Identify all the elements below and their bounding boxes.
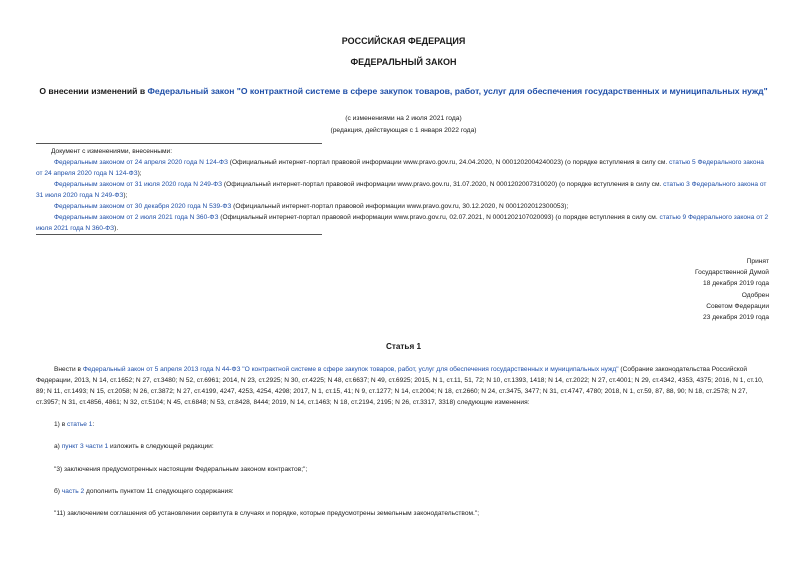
law-title [36,86,771,97]
paragraph-text: (Собрание законодательства Российской Федерации, 2013, N 14, ст.1652; N 27, ст.3480; N 52, ст.6961; 2014, N 23, ст.2925; N 30, ст.4225; N 48, ст.6637; N 49, ст.6925; 2015, N 1, ст.11, 51, 72; N 10, ст.1393, 1418; N 14, ст.2022; N 27, ст.4001; N 29, ст.4342, 4353, 4375; 2016, N 1, ст.10, 89; N 11, ст.1493; N 15, ст.2058; N 26, ст.3872; N 27, ст.4199, 4247, 4253, 4254, 4298; 2017, N 1, ст.15, 41; N 9, ст.1277; N 14, ст.2004; N 18, ст.2660; N 24, ст.3475, 3477; N 31, ст.4747, 4780; 2018, N 1, ст.59, 87, 88, 90; N 18, ст.2578; N 27, ст.3957; N 31, ст.4856, 4861; N 32, ст.5104; N 45, ст.6848; N 53, ст.8428, 8444; 2019, N 14, ст.1463; N 18, ст.2194, 2195; N 26, ст.3317, 3318) следующие изменения: [36,366,764,407]
article-paragraph [36,419,771,430]
change-tail: ); [137,170,142,177]
change-law-link[interactable]: Федеральным законом от 30 декабря 2020 года N 539-ФЗ [54,203,232,210]
change-item [36,212,771,234]
adoption-line: Государственной Думой [695,269,769,277]
article-paragraph [36,364,771,408]
paragraph-text: изложить в следующей редакции: [108,443,214,451]
adoption-line: Одобрен [741,291,769,299]
change-item [36,157,771,179]
paragraph-text: а) [54,443,62,451]
changes-intro: Документ с изменениями, внесенными: [51,148,173,155]
article-paragraph [36,486,771,497]
base-law-link[interactable]: Федеральный закон от 5 апреля 2013 года N 44-ФЗ "О контрактной системе в сфере закупок товаров, работ, услуг для обеспечения государственных и муниципальных нужд" [82,366,619,373]
article-title: Статья 1 [385,342,422,351]
change-law-link[interactable]: Федеральным законом от 31 июля 2020 года N 249-ФЗ [54,181,223,188]
paragraph-text: Внести в [54,366,83,373]
change-article-link[interactable]: статью 5 Федерального закона от 24 апреля 2020 года N 124-ФЗ [36,159,764,177]
change-text: (Официальный интернет-портал правовой информации www.pravo.gov.ru, 30.12.2020, N 0001202012300053); [231,203,569,210]
change-tail: ). [114,225,119,232]
point-3-part-1-link[interactable]: пункт 3 части 1 [61,443,109,451]
law-type-heading: ФЕДЕРАЛЬНЫЙ ЗАКОН [350,57,457,67]
part-2-link[interactable]: часть 2 [61,487,85,495]
change-text: (Официальный интернет-портал правовой информации www.pravo.gov.ru, 31.07.2020, N 0001202007310020) (о порядке вступления в силу см. [222,181,664,188]
changes-block [36,146,771,234]
amended-note: (с изменениями на 2 июля 2021 года) [345,115,462,122]
adoption-line: 18 декабря 2019 года [703,280,769,288]
changes-bottom-rule [36,234,322,235]
paragraph-text: 1) в [54,421,68,429]
change-item [36,179,771,201]
change-text: (Официальный интернет-портал правовой информации www.pravo.gov.ru, 02.07.2021, N 0001202107020093) (о порядке вступления в силу см. [218,214,660,221]
change-article-link[interactable]: статью 3 Федерального закона от 31 июля 2020 года N 249-ФЗ [36,181,767,199]
article-paragraph: "11) заключением соглашения об установлении сервитута в случаях и порядке, которые предусмотрены земельным законодательством."; [54,509,480,517]
change-item [36,201,771,212]
country-heading: РОССИЙСКАЯ ФЕДЕРАЦИЯ [341,36,466,46]
adoption-line: Принят [746,258,769,265]
article-body [36,364,771,519]
change-law-link[interactable]: Федеральным законом от 2 июля 2021 года N 360-ФЗ [54,214,219,221]
law-title-prefix: О внесении изменений в [39,86,148,96]
adoption-line: 23 декабря 2019 года [703,314,769,322]
article-1-link[interactable]: статье 1 [67,421,93,429]
changes-top-rule [36,143,322,144]
article-paragraph: "3) заключения предусмотренных настоящим Федеральным законом контрактов;"; [54,465,308,473]
paragraph-text: дополнить пунктом 11 следующего содержания: [84,487,234,495]
article-paragraph [36,441,771,452]
change-tail: ); [123,192,128,199]
change-article-link[interactable]: статью 9 Федерального закона от 2 июля 2021 года N 360-ФЗ [36,214,769,232]
paragraph-text: : [92,421,95,429]
edition-note: (редакция, действующая с 1 января 2022 года) [330,127,477,134]
adoption-block [569,256,769,323]
paragraph-text: б) [54,487,62,495]
adoption-line: Советом Федерации [706,302,769,310]
law-title-link[interactable]: Федеральный закон "О контрактной системе в сфере закупок товаров, работ, услуг для обеспечения государственных и муниципальных нужд" [147,86,768,96]
change-law-link[interactable]: Федеральным законом от 24 апреля 2020 года N 124-ФЗ [54,159,228,166]
change-text: (Официальный интернет-портал правовой информации www.pravo.gov.ru, 24.04.2020, N 0001202004240023) (о порядке вступления в силу см. [227,159,670,166]
